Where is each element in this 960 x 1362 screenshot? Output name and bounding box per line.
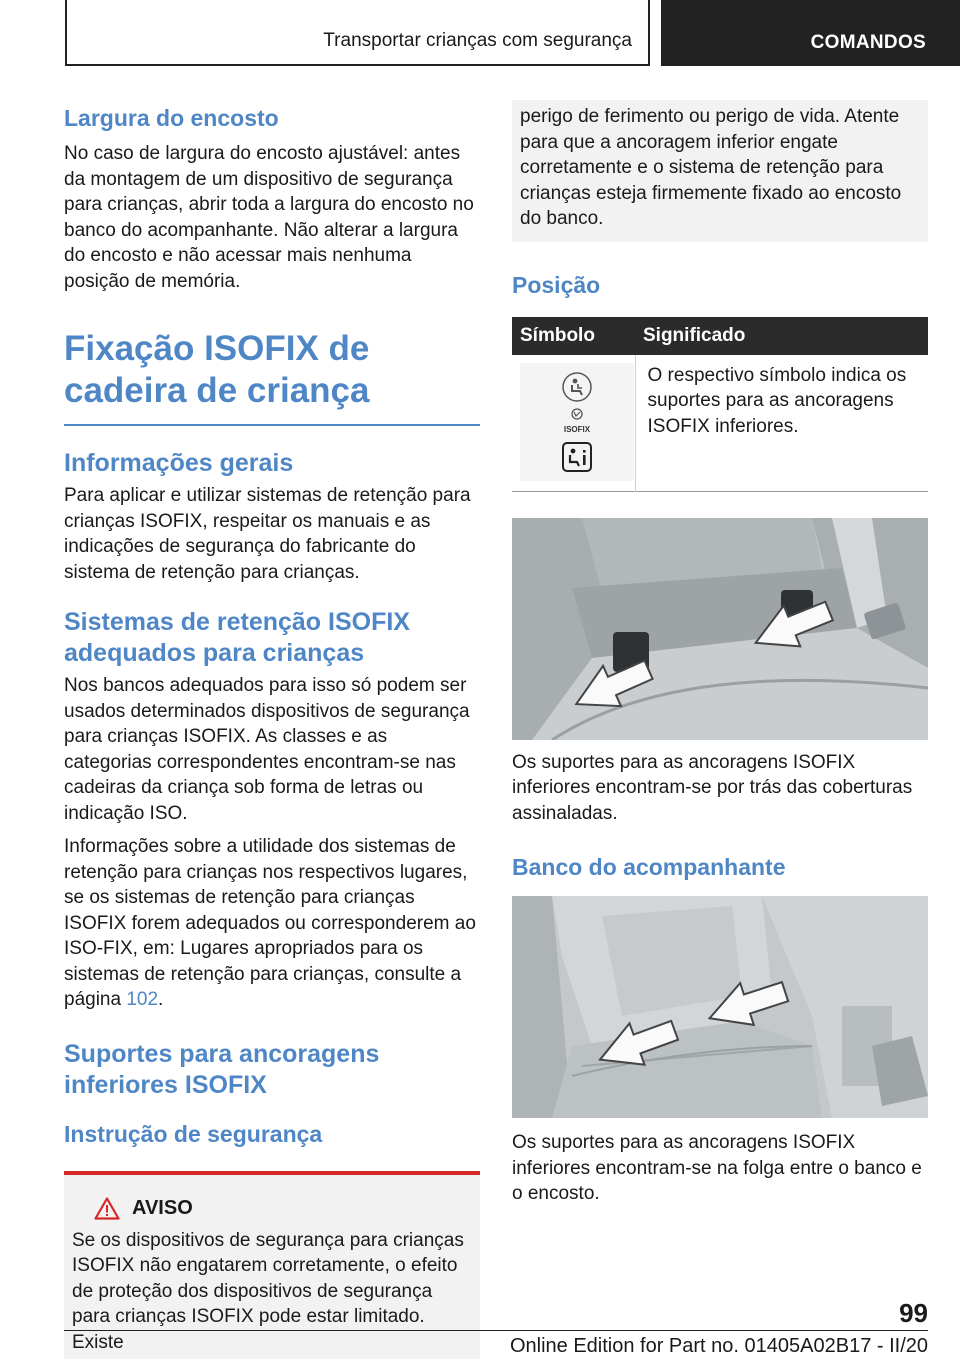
chapter-title: COMANDOS bbox=[810, 32, 926, 53]
section-title: Transportar crianças com segurança bbox=[323, 30, 632, 51]
page-number: 99 bbox=[899, 1298, 928, 1328]
heading-banco: Banco do acompanhante bbox=[512, 854, 786, 880]
warning-triangle-icon bbox=[94, 1197, 120, 1220]
heading-sistemas: Sistemas de retenção ISOFIX adequados para crianças bbox=[64, 608, 410, 667]
meaning-cell bbox=[635, 355, 928, 492]
warning-header bbox=[94, 1197, 472, 1220]
table-row bbox=[512, 355, 928, 492]
passenger-seat-isofix-image bbox=[512, 896, 928, 1118]
heading-suportes: Suportes para ancoragens inferiores ISOFIX bbox=[64, 1039, 380, 1099]
isofix-child-seat-icon bbox=[562, 442, 592, 472]
isofix-label-icon bbox=[560, 407, 594, 437]
footer-rule bbox=[64, 1330, 928, 1331]
heading-info: Informações gerais bbox=[64, 449, 294, 477]
warning-title: AVISO bbox=[132, 1196, 193, 1219]
text-info: Para aplicar e utilizar sistemas de retenção para crianças ISOFIX, respeitar os manuais e as indicações de segurança do fabricante do sistema de retenção para crianças. bbox=[64, 485, 471, 583]
text-sistemas-1: Nos bancos adequados para isso só podem ser usados determinados dispositivos de segurança para crianças ISOFIX. As classes e as categorias correspondentes encontram-se nas cadeiras da criança sob forma de letras ou indicação ISO. bbox=[64, 675, 470, 824]
heading-posicao: Posição bbox=[512, 271, 601, 298]
heading-instrucao: Instrução de segurança bbox=[64, 1120, 323, 1147]
text-sistemas-2: Informações sobre a utilidade dos sistemas de retenção para crianças nos respectivos lugares, se os sistemas de retenção para crianças ISOFIX forem adequados ou corresponderem ao ISO-FIX, em: Lugares apropriados para os sistemas de retenção para crianças, consulte a página 102. bbox=[64, 836, 476, 1010]
heading-largura: Largura do encosto bbox=[64, 105, 279, 131]
warning-continuation bbox=[512, 100, 928, 242]
heading-rule bbox=[64, 424, 480, 426]
symbol-cell bbox=[512, 355, 635, 492]
meaning-text: O respectivo símbolo indica os suportes para as ancoragens ISOFIX inferiores. bbox=[647, 364, 907, 437]
isofix-symbols bbox=[520, 363, 634, 481]
edition-note: Online Edition for Part no. 01405A02B17 - II/20 bbox=[509, 1335, 928, 1357]
heading-fixacao: Fixação ISOFIX de cadeira de criança bbox=[64, 329, 370, 410]
section-tab bbox=[65, 0, 650, 66]
rear-seat-isofix-image bbox=[512, 518, 928, 740]
table-header-row bbox=[512, 317, 928, 355]
col-symbol-header: Símbolo bbox=[512, 317, 635, 355]
page-reference-link[interactable]: 102 bbox=[126, 989, 159, 1010]
page-header bbox=[0, 0, 960, 66]
chapter-tab bbox=[661, 0, 960, 66]
warning-text: Se os dispositivos de segurança para crianças ISOFIX não engatarem corretamente, o efeito de proteção dos dispositivos de segurança para crianças ISOFIX pode estar limitado. Existe bbox=[72, 1229, 464, 1353]
caption-passenger-seat: Os suportes para as ancoragens ISOFIX inferiores encontram-se na folga entre o banco e o encosto. bbox=[512, 1132, 922, 1204]
left-column bbox=[64, 100, 480, 1359]
col-meaning-header: Significado bbox=[635, 317, 928, 355]
isofix-label: ISOFIX bbox=[563, 425, 591, 435]
right-column bbox=[512, 100, 928, 1207]
warning-continuation-text: perigo de ferimento ou perigo de vida. Atente para que a ancoragem inferior engate corretamente e o sistema de retenção para crianças esteja firmemente fixado ao encosto do banco. bbox=[520, 106, 902, 229]
symbol-table bbox=[512, 317, 928, 492]
text-sistemas-2-body: Informações sobre a utilidade dos sistemas de retenção para crianças nos respectivos lugares, se os sistemas de retenção para crianças ISOFIX forem adequados ou corresponderem ao ISO-FIX, em: Lugares apropriados para os sistemas de retenção para crianças, consulte a página bbox=[64, 836, 476, 1010]
caption-rear-seat: Os suportes para as ancoragens ISOFIX inferiores encontram-se por trás das coberturas assinaladas. bbox=[512, 751, 913, 824]
text-largura: No caso de largura do encosto ajustável: antes da montagem de um dispositivo de segurança para crianças, abrir toda a largura do encosto no banco do acompanhante. Não alterar a largura do encosto e não acessar mais nenhuma posição de memória. bbox=[64, 143, 474, 292]
isofix-seat-icon bbox=[561, 371, 593, 403]
